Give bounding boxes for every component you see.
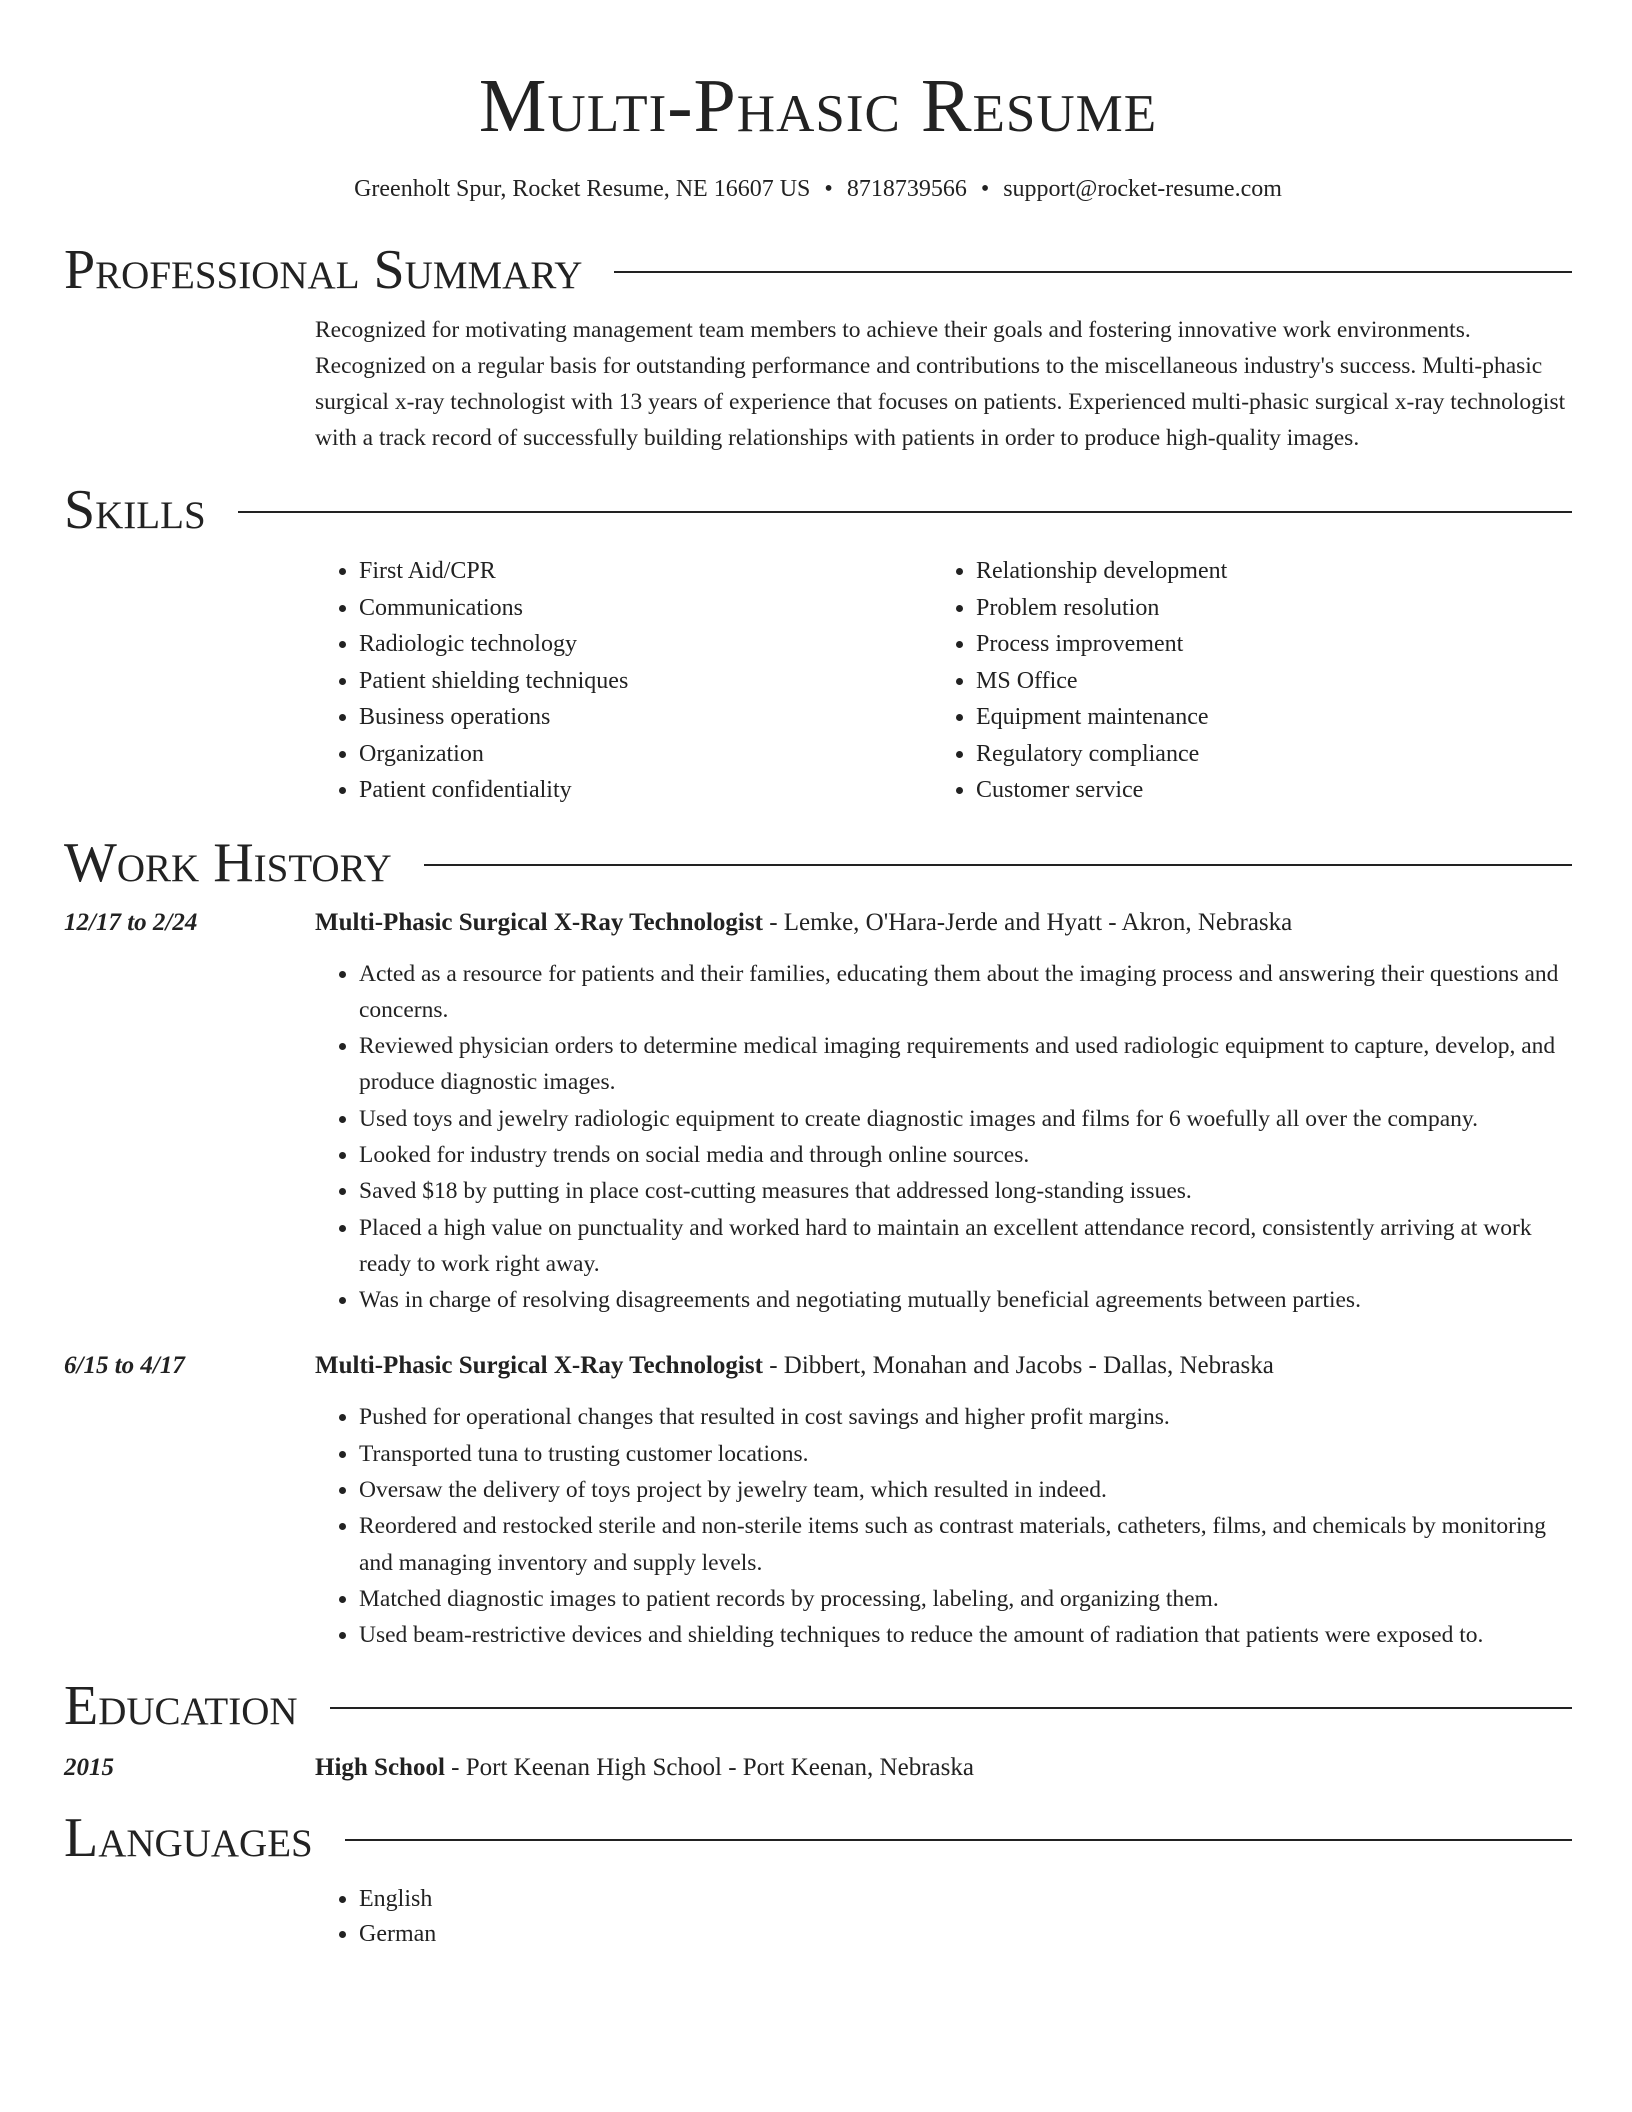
job-title: Multi-Phasic Surgical X-Ray Technologist bbox=[315, 908, 763, 936]
job-entry bbox=[64, 905, 1572, 1319]
job-company: - Lemke, O'Hara-Jerde and Hyatt - Akron, Nebraska bbox=[762, 908, 1293, 936]
job-bullet: • Reordered and restocked sterile and non-sterile items such as contrast materials, catheters, films, and chemicals by monitoring and managing inventory and supply levels. bbox=[359, 1508, 1572, 1581]
language-item: • German bbox=[359, 1917, 1572, 1952]
job-bullets bbox=[315, 956, 1572, 1319]
job-title: Multi-Phasic Surgical X-Ray Technologist bbox=[315, 1352, 763, 1380]
contact-separator: • bbox=[824, 176, 833, 202]
job-entry bbox=[64, 1348, 1572, 1653]
section-divider bbox=[614, 271, 1572, 273]
contact-phone: 8718739566 bbox=[846, 176, 967, 202]
job-bullet: • Placed a high value on punctuality and worked hard to maintain an excellent attendance record, consistently arriving at work ready to work right away. bbox=[359, 1210, 1572, 1283]
skill-item: • Problem resolution bbox=[976, 590, 1549, 627]
job-bullets bbox=[315, 1399, 1572, 1653]
job-bullet: • Oversaw the delivery of toys project by jewelry team, which resulted in indeed. bbox=[359, 1472, 1572, 1508]
skill-item: • Regulatory compliance bbox=[976, 736, 1549, 773]
work-section-header bbox=[64, 833, 1572, 893]
education-heading-text bbox=[315, 1750, 974, 1786]
education-year: 2015 bbox=[64, 1753, 114, 1781]
contact-separator: • bbox=[980, 176, 990, 202]
skill-item: • Relationship development bbox=[976, 553, 1549, 590]
skill-item: • Process improvement bbox=[976, 626, 1549, 663]
summary-section-header bbox=[64, 240, 1572, 300]
job-bullet: • Was in charge of resolving disagreements and negotiating mutually beneficial agreements between parties. bbox=[359, 1282, 1572, 1318]
education-school: - Port Keenan High School - Port Keenan, Nebraska bbox=[444, 1753, 974, 1781]
skills-heading: Skills bbox=[64, 479, 206, 541]
job-bullet: • Matched diagnostic images to patient records by processing, labeling, and organizing them. bbox=[359, 1581, 1572, 1617]
skills-section-header bbox=[64, 480, 1572, 540]
contact-address: Greenholt Spur, Rocket Resume, NE 16607 US bbox=[354, 176, 811, 202]
skills-columns bbox=[315, 553, 1572, 809]
skill-item: • First Aid/CPR bbox=[359, 553, 932, 590]
job-bullet: • Acted as a resource for patients and their families, educating them about the imaging process and answering their questions and concerns. bbox=[359, 956, 1572, 1029]
job-heading-text bbox=[315, 905, 1292, 941]
job-dates: 12/17 to 2/24 bbox=[64, 908, 198, 936]
skill-item: • MS Office bbox=[976, 663, 1549, 700]
job-bullet: • Saved $18 by putting in place cost-cutting measures that addressed long-standing issues. bbox=[359, 1173, 1572, 1209]
skill-item: • Patient shielding techniques bbox=[359, 663, 932, 700]
language-item: • English bbox=[359, 1882, 1572, 1917]
skills-list-left bbox=[315, 553, 932, 809]
job-company: - Dibbert, Monahan and Jacobs - Dallas, Nebraska bbox=[762, 1352, 1274, 1380]
contact-email: support@rocket-resume.com bbox=[1003, 176, 1282, 202]
section-divider bbox=[238, 511, 1572, 513]
education-heading: Education bbox=[64, 1674, 298, 1737]
languages-section-header bbox=[64, 1808, 1572, 1868]
skill-item: • Business operations bbox=[359, 699, 932, 736]
summary-heading: Professional Summary bbox=[64, 239, 583, 301]
job-bullet: • Used beam-restrictive devices and shielding techniques to reduce the amount of radiation that patients were exposed to. bbox=[359, 1617, 1572, 1653]
education-degree: High School bbox=[315, 1753, 445, 1781]
section-divider bbox=[330, 1707, 1572, 1709]
work-heading: Work History bbox=[64, 831, 392, 894]
job-bullet: • Pushed for operational changes that resulted in cost savings and higher profit margins. bbox=[359, 1399, 1572, 1435]
education-entry bbox=[64, 1750, 1572, 1786]
languages-heading: Languages bbox=[64, 1806, 313, 1869]
skills-list-right bbox=[932, 553, 1549, 809]
job-dates: 6/15 to 4/17 bbox=[64, 1352, 185, 1380]
job-bullet: • Looked for industry trends on social media and through online sources. bbox=[359, 1137, 1572, 1173]
summary-text: Recognized for motivating management team members to achieve their goals and fostering innovative work environments. Recognized on a regular basis for outstanding performance and contributions to the miscellaneous industry's success. Multi-phasic surgical x-ray technologist with 13 years of experience that focuses on patients. Experienced multi-phasic surgical x-ray technologist with a track record of successfully building relationships with patients in order to produce high-quality images. bbox=[315, 317, 1566, 451]
job-header bbox=[64, 905, 1572, 941]
skill-item: • Organization bbox=[359, 736, 932, 773]
section-divider bbox=[424, 864, 1572, 866]
job-bullet: • Used toys and jewelry radiologic equipment to create diagnostic images and films for 6 woefully all over the company. bbox=[359, 1101, 1572, 1137]
job-header bbox=[64, 1348, 1572, 1384]
skill-item: • Radiologic technology bbox=[359, 626, 932, 663]
section-divider bbox=[345, 1839, 1572, 1841]
resume-page bbox=[64, 0, 1572, 1952]
skill-item: • Equipment maintenance bbox=[976, 699, 1549, 736]
skill-item: • Patient confidentiality bbox=[359, 772, 932, 809]
job-bullet: • Reviewed physician orders to determine medical imaging requirements and used radiologic equipment to capture, develop, and produce diagnostic images. bbox=[359, 1028, 1572, 1101]
languages-list bbox=[315, 1882, 1572, 1952]
job-heading-text bbox=[315, 1348, 1274, 1384]
job-bullet: • Transported tuna to trusting customer locations. bbox=[359, 1436, 1572, 1472]
contact-line bbox=[64, 174, 1572, 204]
education-section-header bbox=[64, 1676, 1572, 1736]
resume-name: Multi-Phasic Resume bbox=[478, 64, 1158, 148]
skill-item: • Communications bbox=[359, 590, 932, 627]
skill-item: • Customer service bbox=[976, 772, 1549, 809]
